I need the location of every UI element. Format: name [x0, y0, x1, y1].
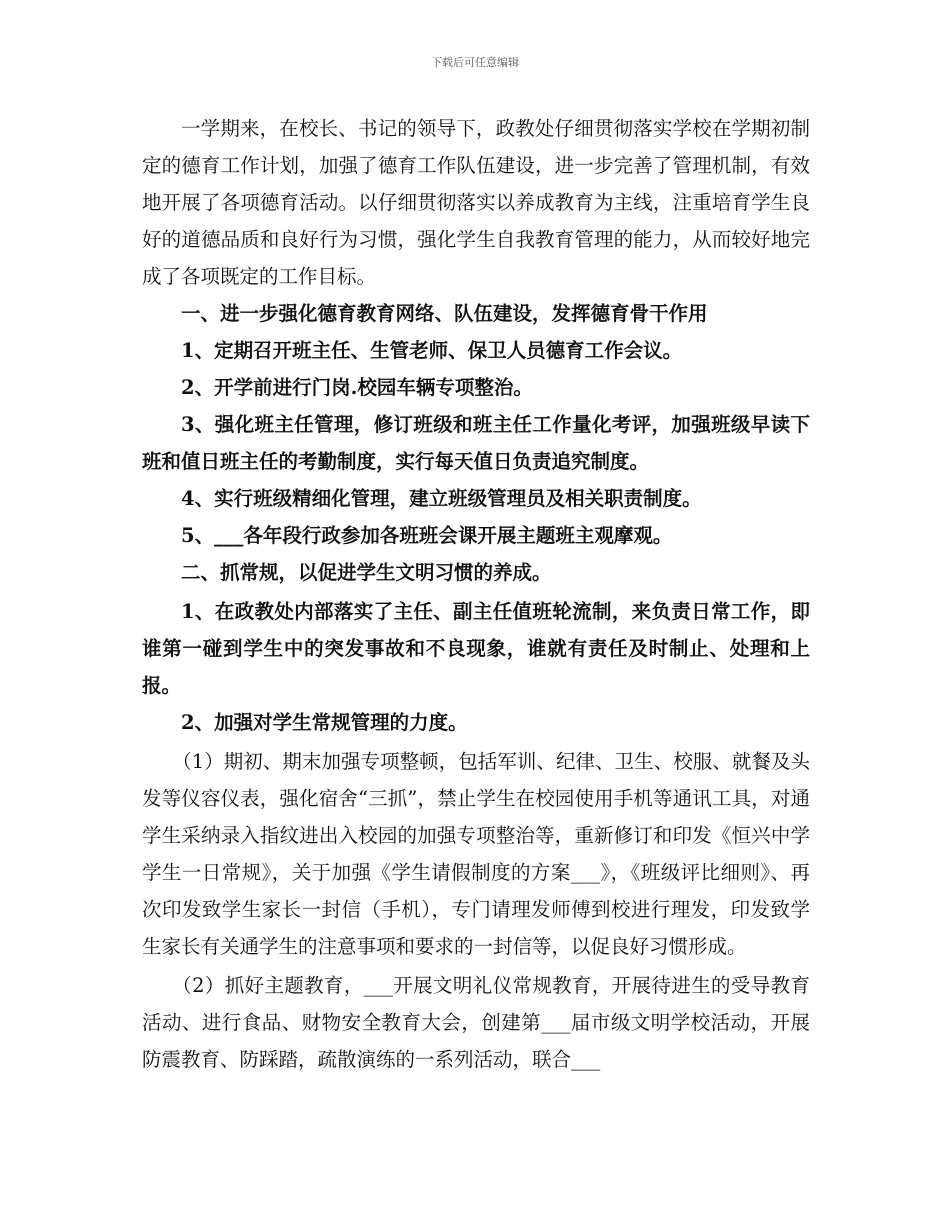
list-item-1-2: 2、开学前进行门岗.校园车辆专项整治。 [181, 376, 533, 399]
list-item-1-5: 5、___各年段行政参加各班班会课开展主题班主观摩观。 [181, 524, 673, 547]
page-header: 下载后可任意编辑 [431, 56, 519, 69]
list-item-2-1: 1、在政教处内部落实了主任、副主任值班轮流制，来负责日常工作，即谁第一碰到学生中的突发事故和不良现象，谁就有责任及时制止、处理和上报。 [142, 600, 810, 697]
document-body [142, 110, 810, 1078]
list-item-1-4: 4、实行班级精细化管理，建立班级管理员及相关职责制度。 [181, 487, 702, 510]
section-heading-1: 一、进一步强化德育教育网络、队伍建设，发挥德育骨干作用 [181, 302, 708, 325]
list-item-1-1: 1、定期召开班主任、生管老师、保卫人员德育工作会议。 [181, 339, 683, 362]
list-item-1-3: 3、强化班主任管理，修订班级和班主任工作量化考评，加强班级早读下班和值日班主任的考勤制度，实行每天值日负责追究制度。 [142, 413, 810, 473]
section-heading-2: 二、抓常规，以促进学生文明习惯的养成。 [181, 561, 552, 584]
list-item-2-2: 2、加强对学生常规管理的力度。 [181, 711, 468, 734]
paragraph-sub-1: （1）期初、期末加强专项整顿，包括军训、纪律、卫生、校服、就餐及头发等仪容仪表，强化宿舍“三抓”，禁止学生在校园使用手机等通讯工具，对通学生采纳录入指纹进出入校园的加强专项整治等，重新修订和印发《恒兴中学学生一日常规》，关于加强《学生请假制度的方案___》，《班级评比细则》、再次印发致学生家长一封信（手机），专门请理发师傅到校进行理发，印发致学生家长有关通学生的注意事项和要求的一封信等，以促良好习惯形成。 [142, 750, 810, 958]
paragraph-sub-2: （2）抓好主题教育，___开展文明礼仪常规教育，开展待进生的受导教育活动、进行食品、财物安全教育大会，创建第___届市级文明学校活动，开展防震教育、防踩踏，疏散演练的一系列活动，联合___ [142, 974, 810, 1071]
paragraph-intro: 一学期来，在校长、书记的领导下，政教处仔细贯彻落实学校在学期初制定的德育工作计划，加强了德育工作队伍建设，进一步完善了管理机制，有效地开展了各项德育活动。以仔细贯彻落实以养成教育为主线，注重培育学生良好的道德品质和良好行为习惯，强化学生自我教育管理的能力，从而较好地完成了各项既定的工作目标。 [142, 117, 810, 288]
